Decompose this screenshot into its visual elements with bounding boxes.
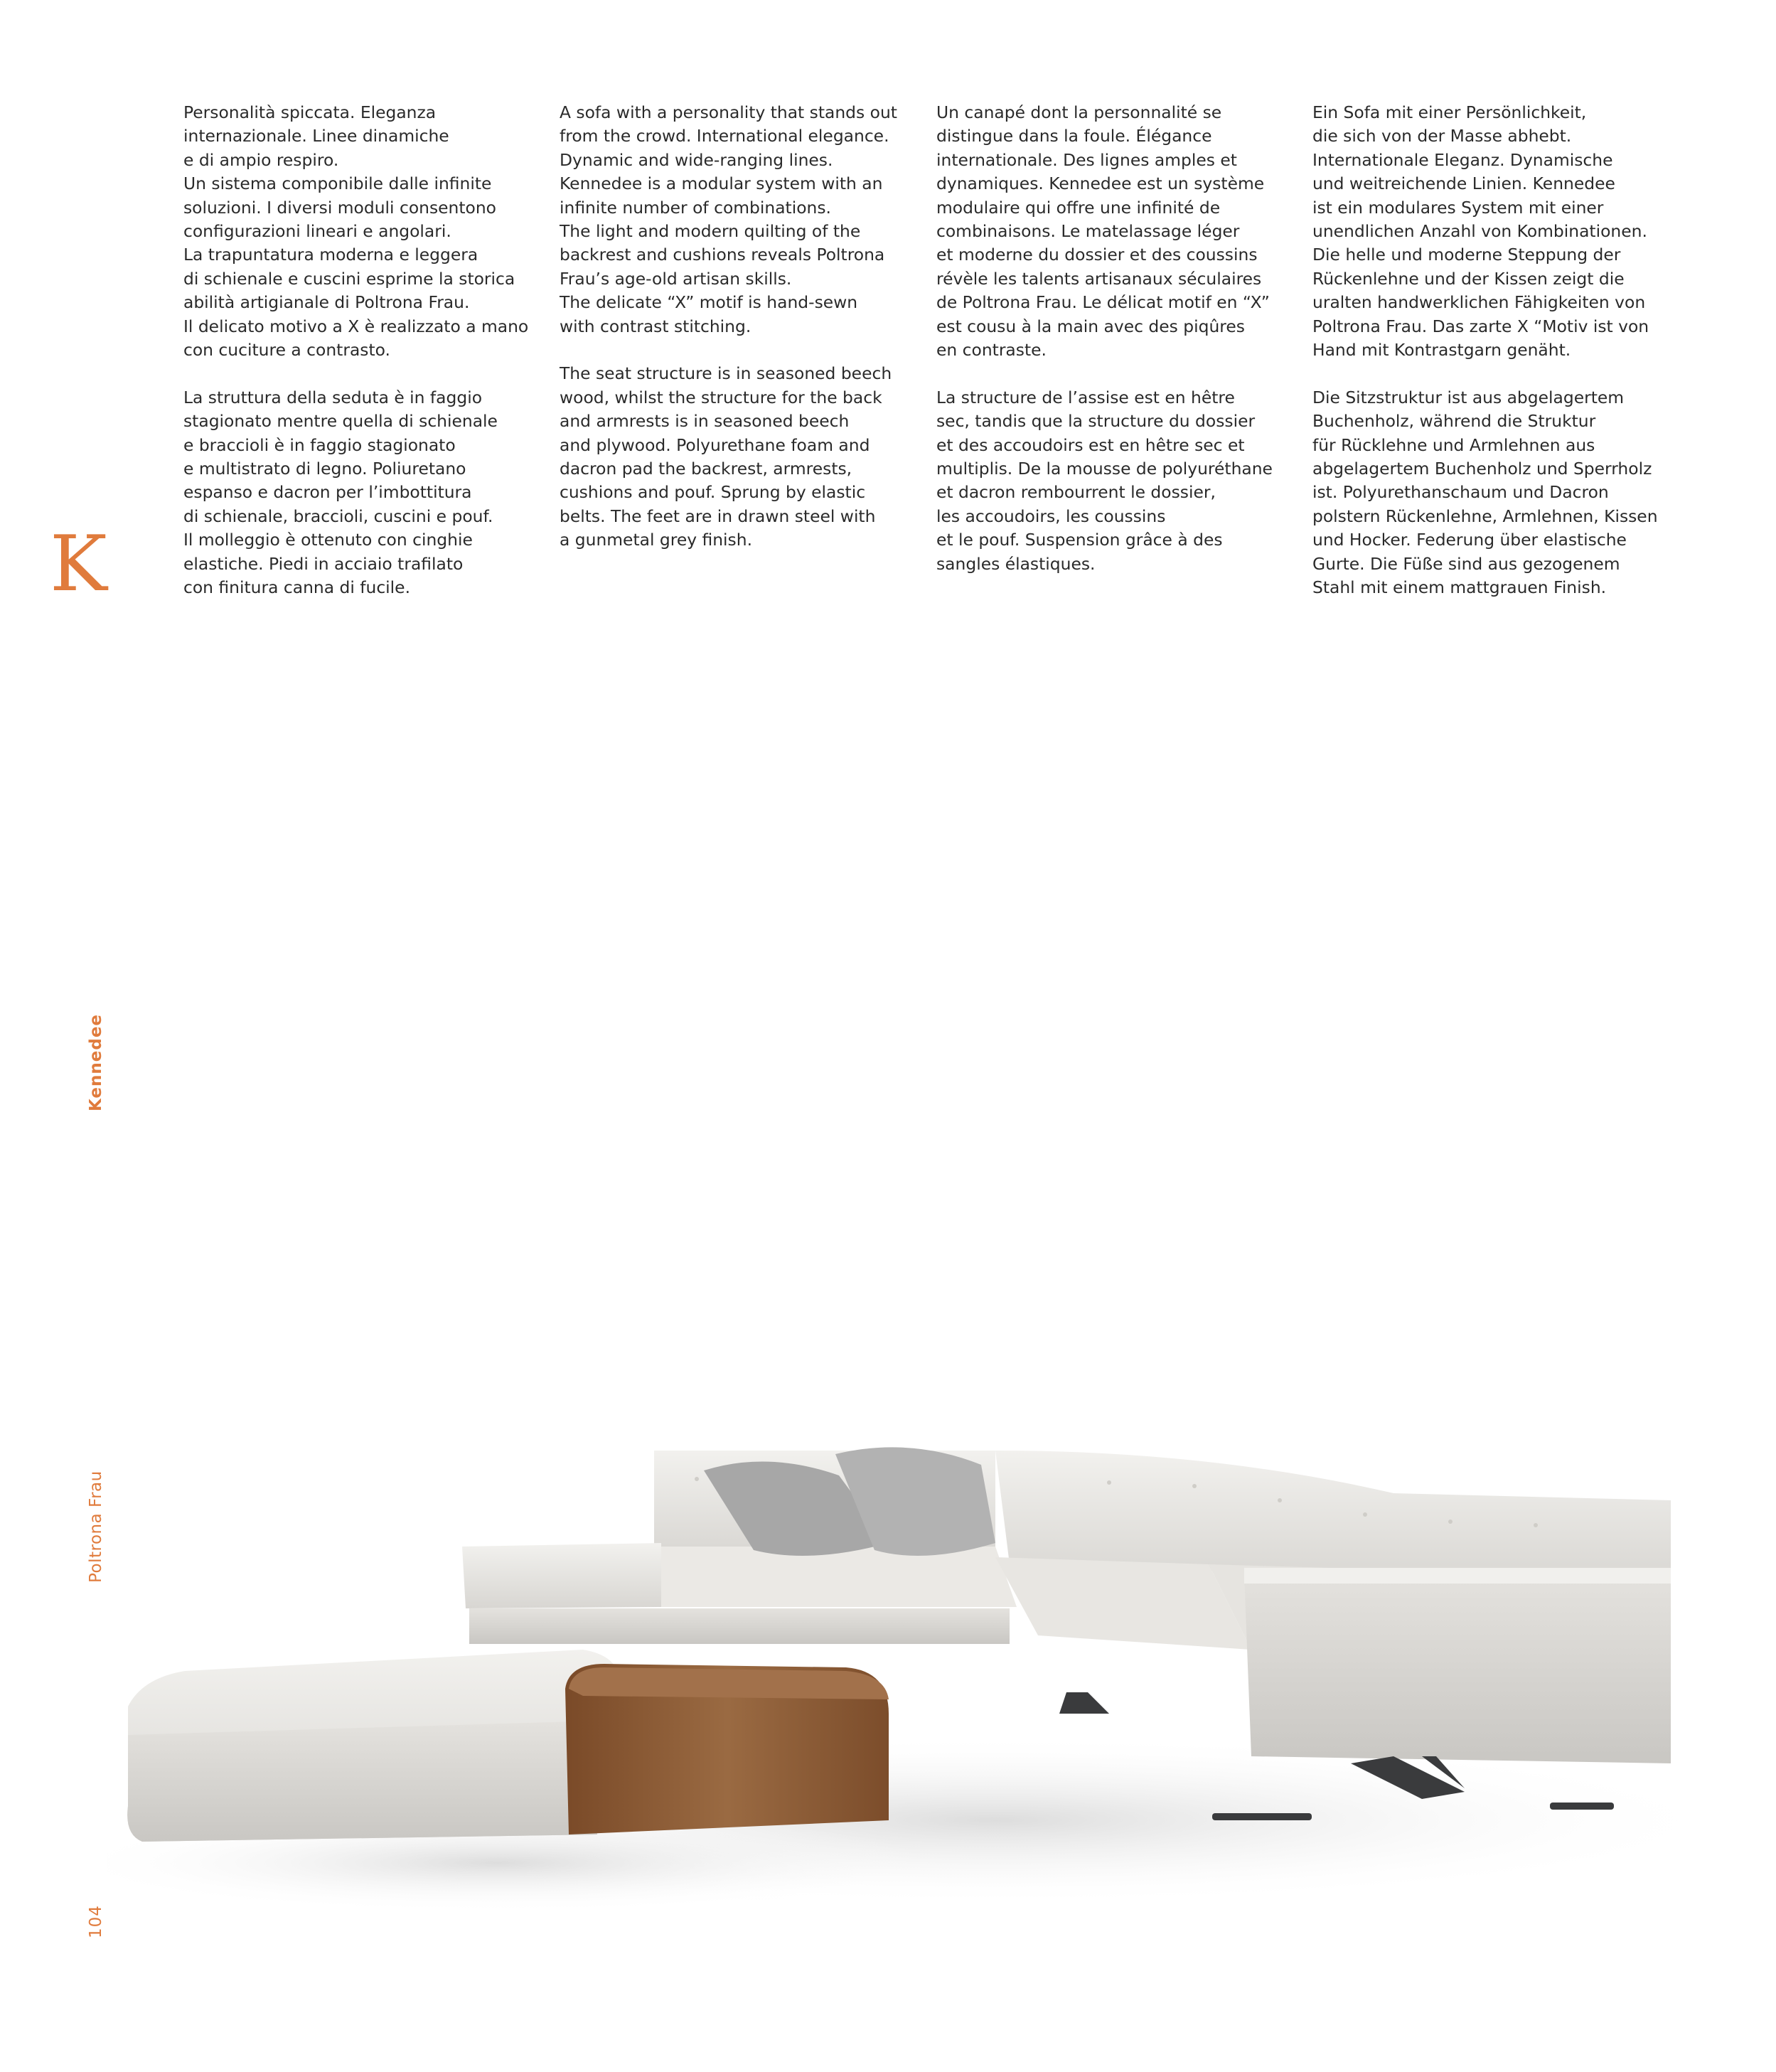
kennedee-initial: K [50,520,107,609]
text-column-french [936,101,1299,600]
paragraph: Die Sitzstruktur ist aus abgelagertem Buchenholz, während die Struktur für Rücklehne und Armlehnen aus abgelagertem Buchenholz und Sperrholz ist. Polyurethanschaum und Dacron polstern Rückenlehne, Armlehnen, Kissen und Hocker. Federung über elastische Gurte. Die Füße sind aus gezogenem Stahl mit einem mattgrauen Finish. [1312,387,1658,598]
paragraph: La struttura della seduta è in faggio stagionato mentre quella di schienale e braccioli è in faggio stagionato e multistrato di legno. Poliuretano espanso e dacron per l’imbottitura di schienale, braccioli, cuscini e pouf. Il molleggio è ottenuto con cinghie elastiche. Piedi in acciaio trafilato con finitura canna di fucile. [183,387,498,598]
right-armrest [1244,1575,1671,1763]
paragraph: The seat structure is in seasoned beech wood, whilst the structure for the back and armrests is in seasoned beech and plywood. Polyurethane foam and dacron pad the backrest, armrests, cushions and pouf. Sprung by elastic belts. The feet are in drawn steel with a gunmetal grey finish. [560,363,892,550]
text-column-english [560,101,922,576]
paragraph: Ein Sofa mit einer Persönlichkeit, die sich von der Masse abhebt. Internationale Eleganz. Dynamische und weitreichende Linien. Kennedee ist ein modulares System mit einer unendlichen Anzahl von Kombinationen. Die helle und moderne Steppung der Rückenlehne und der Kissen zeigt die uralten handwerklichen Fähigkeiten von Poltrona Frau. Das zarte X “Motiv ist von Hand mit Kontrastgarn genäht. [1312,102,1649,361]
paragraph: La structure de l’assise est en hêtre sec, tandis que la structure du dossier et des accoudoirs est en hêtre sec et multiplis. De la mousse de polyuréthane et dacron rembourrent le dossier, les accoudoirs, les coussins et le pouf. Suspension grâce à des sangles élastiques. [936,387,1273,574]
text-column-german [1312,101,1675,624]
brand-name: Poltrona Frau [87,1470,105,1583]
left-platform-base [469,1608,1010,1644]
collection-name: Kennedee [87,1013,105,1111]
right-armrest-top [1244,1568,1671,1584]
paragraph: Personalità spiccata. Eleganza internazionale. Linee dinamiche e di ampio respiro. Un sistema componibile dalle infinite soluzioni. I diversi moduli consentono configurazioni lineari e angolari. La trapuntatura moderna e leggera di schienale e cuscini esprime la storica abilità artigianale di Poltrona Frau. Il delicato motivo a X è realizzato a mano con cuciture a contrasto. [183,102,529,361]
pouf-side [127,1721,597,1842]
paragraph: A sofa with a personality that stands out from the crowd. International elegance. Dynamic and wide-ranging lines. Kennedee is a modular system with an infinite number of combinations. The light and modern quilting of the backrest and cushions reveals Poltrona Frau’s age-old artisan skills. The delicate “X” motif is hand-sewn with contrast stitching. [560,102,897,336]
wood-table-top [569,1667,889,1699]
sofa-photo [107,1415,1713,1927]
paragraph: Un canapé dont la personnalité se distingue dans la foule. Élégance internationale. Des lignes amples et dynamiques. Kennedee est un système modulaire qui offre une infinité de combinaisons. Le matelassage léger et moderne du dossier et des coussins révèle les talents artisanaux séculaires de Poltrona Frau. Le délicat motif en “X” est cousu à la main avec des piqûres en contraste. [936,102,1270,361]
left-platform [462,1543,661,1608]
seat-cushion [661,1547,1017,1607]
page-number: 104 [87,1905,105,1938]
text-column-italian [183,101,546,624]
